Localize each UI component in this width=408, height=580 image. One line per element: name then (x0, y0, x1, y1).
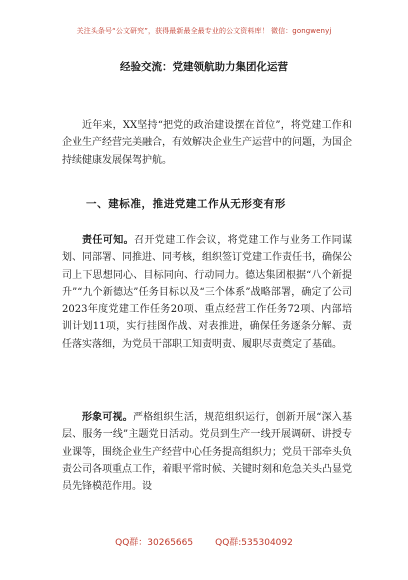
paragraph-body: 严格组织生活，规范组织运行，创新开展“深入基层、服务一线”主题党日活动。党员到生产一线开展调研、讲授专业课等，围绕企业生产经营中心任务提高组织力；党员干部牵头负责公司各项重点工作，着眼平常时候、关键时刻和危急关头凸显党员先锋模范作用。设 (62, 412, 352, 493)
paragraph-lead: 责任可知。 (82, 235, 134, 246)
paragraph-responsibility (62, 232, 352, 353)
paragraph-body: 召开党建工作会议，将党建工作与业务工作同谋划、同部署、同推进、同考核，组织签订党建工作责任书，确保公司上下思想同心、目标同向、行动同力。德达集团根据“八个新提升”“九个新德达”任务目标以及“三个体系”战略部署，确定了公司2023年度党建工作任务20项、重点经营工作任务72项、内部培训计划11项，实行挂图作战、对表推进，确保任务逐条分解、责任落实落细，为党员干部职工知责明责、履职尽责奠定了基础。 (62, 235, 352, 350)
paragraph-lead: 形象可视。 (82, 412, 133, 423)
footer-qq-group-2: QQ群:535304092 (215, 538, 293, 548)
header-banner: 关注头条号“公文研究”，获得最新最全最专业的公文资料库！ 微信：gongwenyj (76, 27, 332, 35)
footer-qq-group-1: QQ群：30265665 (115, 538, 194, 548)
paragraph-image (62, 409, 352, 495)
document-title: 经验交流：党建领航助力集团化运营 (120, 61, 288, 73)
footer (0, 535, 408, 548)
intro-paragraph: 近年来，XX坚持“把党的政治建设摆在首位”，将党建工作和企业生产经营完美融合，有效解决企业生产运营中的问题，为国企持续健康发展保驾护航。 (62, 120, 352, 166)
section-heading: 一、建标准，推进党建工作从无形变有形 (86, 198, 286, 210)
